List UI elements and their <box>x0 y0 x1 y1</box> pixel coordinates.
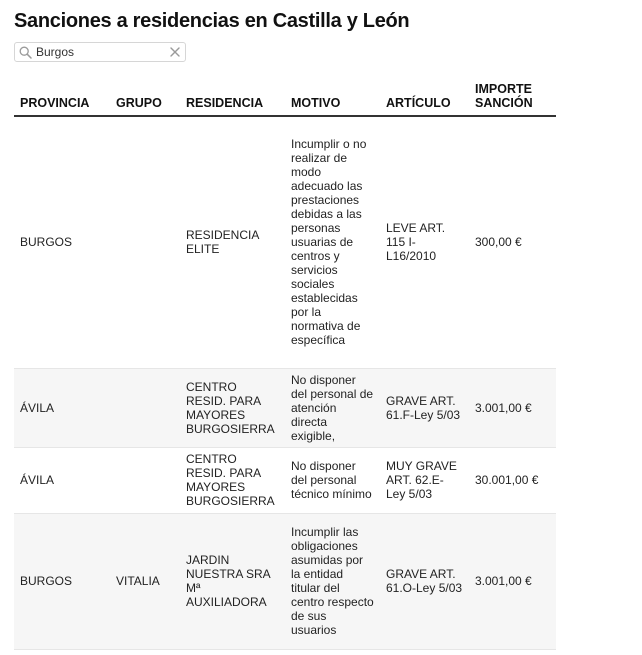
cell-grupo <box>110 368 180 447</box>
cell-residencia: CENTRO RESID. PARA MAYORES BURGOSIERRA <box>180 447 285 513</box>
cell-articulo: GRAVE ART. 61.O-Ley 5/03 <box>380 513 469 649</box>
table-row <box>14 368 556 447</box>
cell-importe: 300,00 € <box>469 116 556 368</box>
table-row <box>14 447 556 513</box>
cell-provincia: BURGOS <box>14 513 110 649</box>
cell-motivo: Incumplir o no realizar de modo adecuado las prestaciones debidas a las personas usuarias de centros y servicios sociales establecidas por la normativa de específica <box>285 116 380 368</box>
header-grupo[interactable]: GRUPO <box>110 82 180 116</box>
table-row <box>14 116 556 368</box>
cell-provincia: ÁVILA <box>14 447 110 513</box>
cell-motivo: No disponer del personal de atención directa exigible, <box>285 368 380 447</box>
header-motivo[interactable]: MOTIVO <box>285 82 380 116</box>
cell-articulo: LEVE ART. 115 I-L16/2010 <box>380 116 469 368</box>
table-header-row <box>14 82 556 116</box>
cell-importe: 30.001,00 € <box>469 447 556 513</box>
page-title: Sanciones a residencias en Castilla y León <box>14 10 410 32</box>
clear-icon[interactable] <box>169 46 181 58</box>
header-articulo[interactable]: ARTÍCULO <box>380 82 469 116</box>
cell-residencia: RESIDENCIA ELITE <box>180 116 285 368</box>
table-row <box>14 513 556 649</box>
cell-residencia: JARDIN NUESTRA SRA Mª AUXILIADORA <box>180 513 285 649</box>
search-input[interactable] <box>36 44 166 60</box>
sanctions-table <box>14 82 556 650</box>
search-icon <box>19 46 32 59</box>
cell-motivo: Incumplir las obligaciones asumidas por la entidad titular del centro respecto de sus usuarios <box>285 513 380 649</box>
sanctions-table-container <box>14 82 556 650</box>
search-box[interactable] <box>14 42 186 62</box>
header-residencia[interactable]: RESIDENCIA <box>180 82 285 116</box>
cell-grupo: VITALIA <box>110 513 180 649</box>
cell-importe: 3.001,00 € <box>469 368 556 447</box>
cell-motivo: No disponer del personal técnico mínimo <box>285 447 380 513</box>
header-provincia[interactable]: PROVINCIA <box>14 82 110 116</box>
header-importe[interactable]: IMPORTE SANCIÓN <box>469 82 556 116</box>
cell-articulo: GRAVE ART. 61.F-Ley 5/03 <box>380 368 469 447</box>
cell-provincia: ÁVILA <box>14 368 110 447</box>
cell-provincia: BURGOS <box>14 116 110 368</box>
cell-grupo <box>110 116 180 368</box>
cell-articulo: MUY GRAVE ART. 62.E-Ley 5/03 <box>380 447 469 513</box>
cell-importe: 3.001,00 € <box>469 513 556 649</box>
cell-grupo <box>110 447 180 513</box>
cell-residencia: CENTRO RESID. PARA MAYORES BURGOSIERRA <box>180 368 285 447</box>
